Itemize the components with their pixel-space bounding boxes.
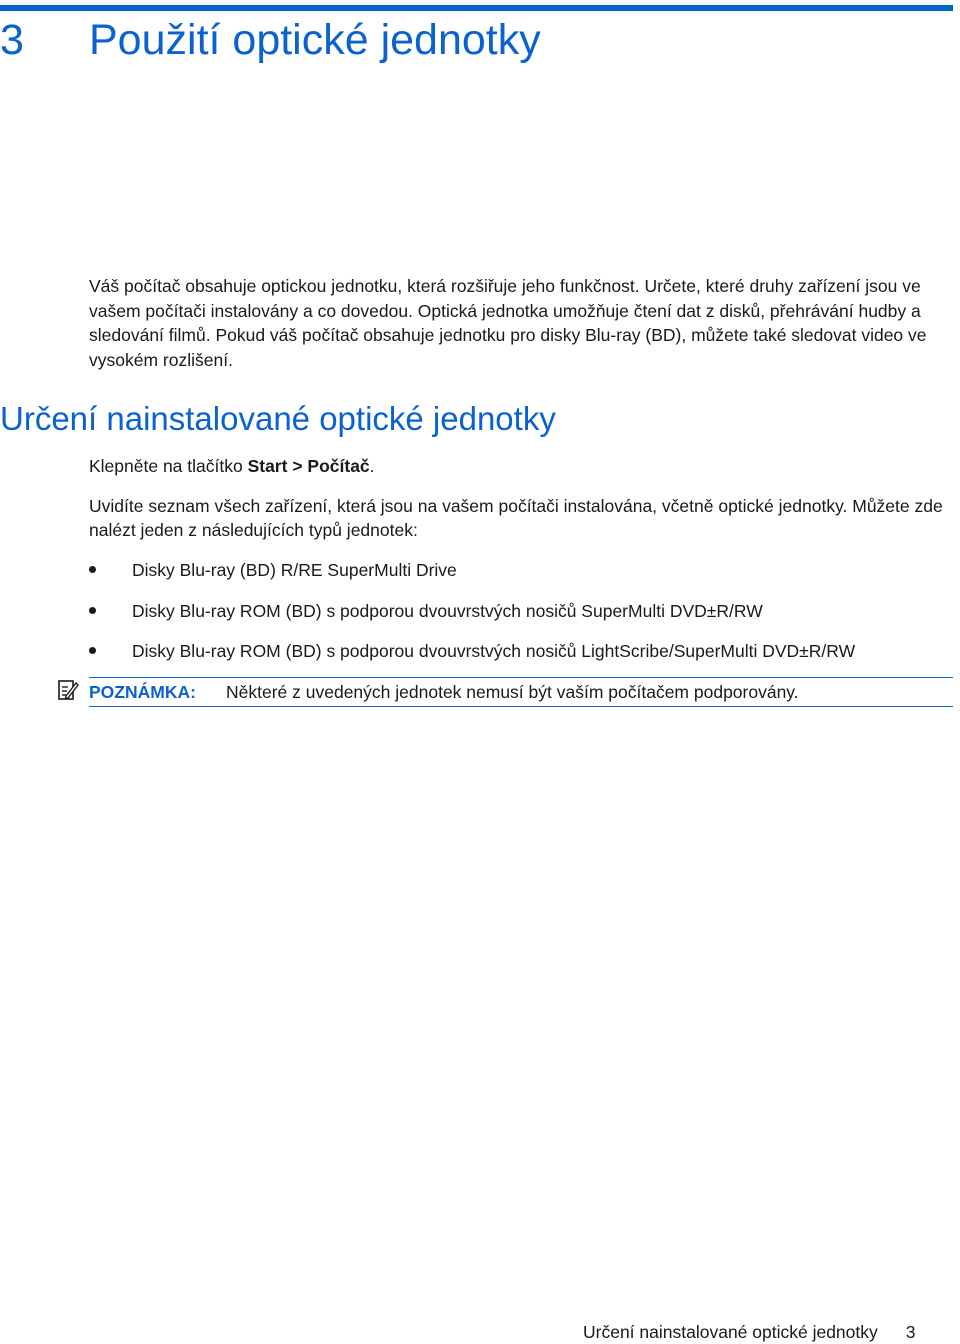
note-icon — [57, 679, 79, 701]
step-prefix: Klepněte na tlačítko — [89, 456, 248, 476]
description-paragraph: Uvidíte seznam všech zařízení, která jsou na vašem počítači instalována, včetně optické jednotky. Můžete zde nalézt jeden z následujících typů jednotek: — [89, 496, 943, 540]
chapter-title-text: Použití optické jednotky — [89, 16, 541, 64]
step-instruction — [89, 454, 375, 478]
step-suffix: . — [369, 456, 375, 476]
intro-paragraph: Váš počítač obsahuje optickou jednotku, která rozšiřuje jeho funkčnost. Určete, které druhy zařízení jsou ve vašem počítači instalovány a co dovedou. Optická jednotka umožňuje čtení dat z disků, přehrávání hudby a sledování filmů. Pokud váš počítač obsahuje jednotku pro disky Blu-ray (BD), můžete také sledovat video ve vysokém rozlišení. — [89, 276, 927, 370]
list-item-text: Disky Blu-ray ROM (BD) s podporou dvouvrstvých nosičů LightScribe/SuperMulti DVD±R/RW — [132, 641, 856, 661]
note-text: Některé z uvedených jednotek nemusí být vaším počítačem podporovány. — [226, 682, 799, 702]
top-rule — [0, 5, 953, 11]
bullet-icon — [89, 647, 96, 654]
list-item-text: Disky Blu-ray (BD) R/RE SuperMulti Drive — [132, 560, 457, 580]
step-separator: > — [287, 456, 308, 476]
page-number: 3 — [905, 1322, 916, 1342]
note-label: POZNÁMKA: — [89, 682, 196, 702]
step-start-label: Start — [247, 456, 288, 476]
chapter-title — [0, 14, 541, 66]
list-item-text: Disky Blu-ray ROM (BD) s podporou dvouvrstvých nosičů SuperMulti DVD±R/RW — [132, 600, 763, 621]
page-footer — [583, 1320, 916, 1344]
note-box — [89, 677, 953, 707]
step-computer-label: Počítač — [307, 456, 370, 476]
section-title: Určení nainstalované optické jednotky — [0, 400, 556, 437]
chapter-number: 3 — [0, 16, 24, 64]
bullet-icon — [89, 607, 96, 614]
footer-section-title: Určení nainstalované optické jednotky — [583, 1322, 878, 1342]
bullet-icon — [89, 566, 96, 573]
